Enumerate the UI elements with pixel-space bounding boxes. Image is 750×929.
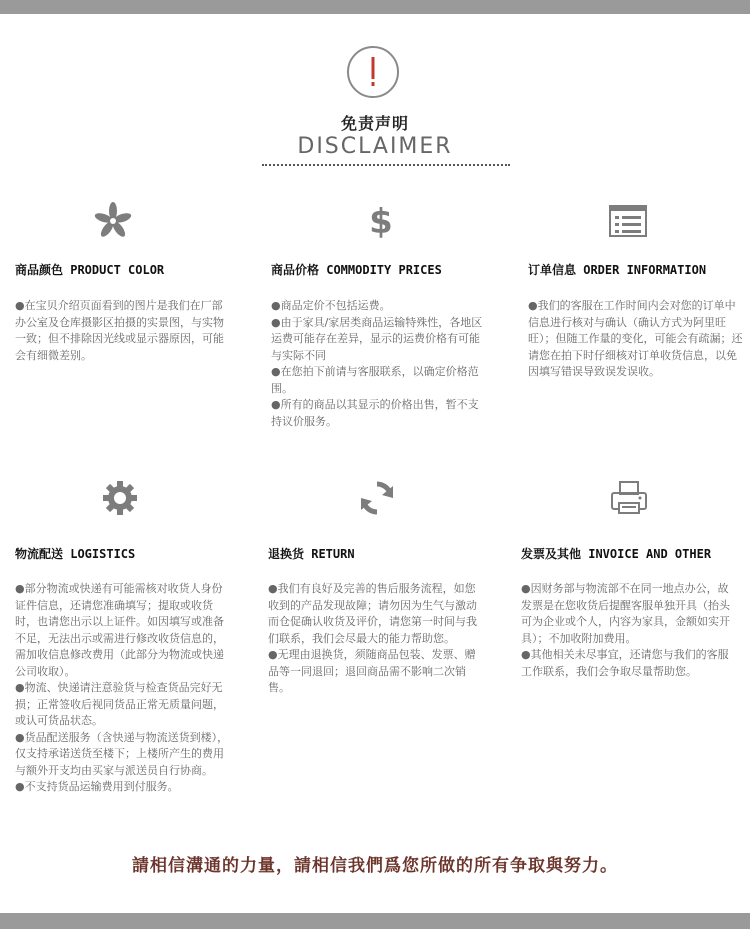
bottom-bar xyxy=(0,913,750,929)
order-list-icon xyxy=(606,199,650,243)
section-body-prices xyxy=(271,298,486,430)
flower-icon xyxy=(91,199,135,243)
refresh-icon xyxy=(355,476,399,520)
section-title-logistics: 物流配送 LOGISTICS xyxy=(15,547,136,561)
section-title-prices: 商品价格 COMMODITY PRICES xyxy=(271,263,442,277)
section-paragraph: ●在您拍下前请与客服联系，以确定价格范围。 xyxy=(271,365,479,395)
section-paragraph: ●商品定价不包括运费。 xyxy=(271,299,391,312)
section-paragraph: ●所有的商品以其显示的价格出售，暂不支持议价服务。 xyxy=(271,398,479,428)
section-paragraph: ●由于家具/家居类商品运输特殊性，各地区运费可能存在差异，显示的运费价格有可能与实际不同 xyxy=(271,315,483,362)
section-body-invoice xyxy=(521,581,736,680)
page-title: 免责声明 xyxy=(340,114,409,133)
section-title-order: 订单信息 ORDER INFORMATION xyxy=(528,263,707,277)
section-body-return xyxy=(268,581,483,697)
top-bar xyxy=(0,0,750,14)
section-paragraph: ●物流、快递请注意验货与检查货品完好无损；正常签收后视同货品正常无质量问题，或认可货品状态。 xyxy=(15,681,224,727)
section-body-order xyxy=(528,298,743,381)
svg-text:$: $ xyxy=(369,202,393,241)
section-paragraph: ●因财务部与物流部不在同一地点办公，故发票是在您收货后提醒客服单独开具（抬头可为企业或个人，内容为家具，金额如实开具）；不加收附加费用。 xyxy=(521,582,730,645)
slogan: 請相信溝通的力量，請相信我們爲您所做的所有争取與努力。 xyxy=(132,856,618,876)
section-paragraph: ●无理由退换货，须随商品包装、发票、赠品等一同退回；退回商品需不影响二次销售。 xyxy=(268,648,476,694)
page-subtitle: DISCLAIMER xyxy=(297,134,453,159)
section-paragraph: ●部分物流或快递有可能需核对收货人身份证件信息，还请您准确填写；提取或收货时，也请您出示以上证件。如因填写或准备不足，无法出示或需进行修改收货信息的，需加收信息修改费用（此部分为物流或快递公司收取）。 xyxy=(15,582,224,678)
section-paragraph: ●货品配送服务（含快递与物流送货到楼），仅支持承诺送货至楼下；上楼所产生的费用与额外开支均由买家与派送员自行协商。 xyxy=(15,730,229,777)
section-title-color: 商品颜色 PRODUCT COLOR xyxy=(15,263,165,277)
section-title-return: 退换货 RETURN xyxy=(268,547,355,561)
printer-icon xyxy=(607,476,651,520)
section-paragraph: ●不支持货品运输费用到付服务。 xyxy=(15,780,179,793)
section-paragraph: ●在宝贝介绍页面看到的图片是我们在厂部办公室及仓库摄影区拍摄的实景图，与实物一致；但不排除因光线或显示器原因，可能会有细微差别。 xyxy=(15,299,224,362)
dollar-icon xyxy=(359,199,403,243)
section-paragraph: ●我们的客服在工作时间内会对您的订单中信息进行核对与确认（确认方式为阿里旺旺）；但随工作量的变化，可能会有疏漏；还请您在拍下时仔细核对订单收货信息，以免因填写错误导致误发误收。 xyxy=(528,299,743,378)
section-body-color xyxy=(15,298,230,364)
dotted-divider xyxy=(262,164,510,166)
section-paragraph: ●其他相关未尽事宜，还请您与我们的客服工作联系，我们会争取尽量帮助您。 xyxy=(521,648,729,678)
section-title-invoice: 发票及其他 INVOICE AND OTHER xyxy=(521,547,712,561)
exclamation-circle-icon xyxy=(347,46,399,98)
gear-icon xyxy=(98,476,142,520)
section-paragraph: ●我们有良好及完善的售后服务流程，如您收到的产品发现故障；请勿因为生气与激动而仓促确认收货及评价，请您第一时间与我们联系，我们会尽最大的能力帮助您。 xyxy=(268,582,477,645)
section-body-logistics xyxy=(15,581,230,796)
